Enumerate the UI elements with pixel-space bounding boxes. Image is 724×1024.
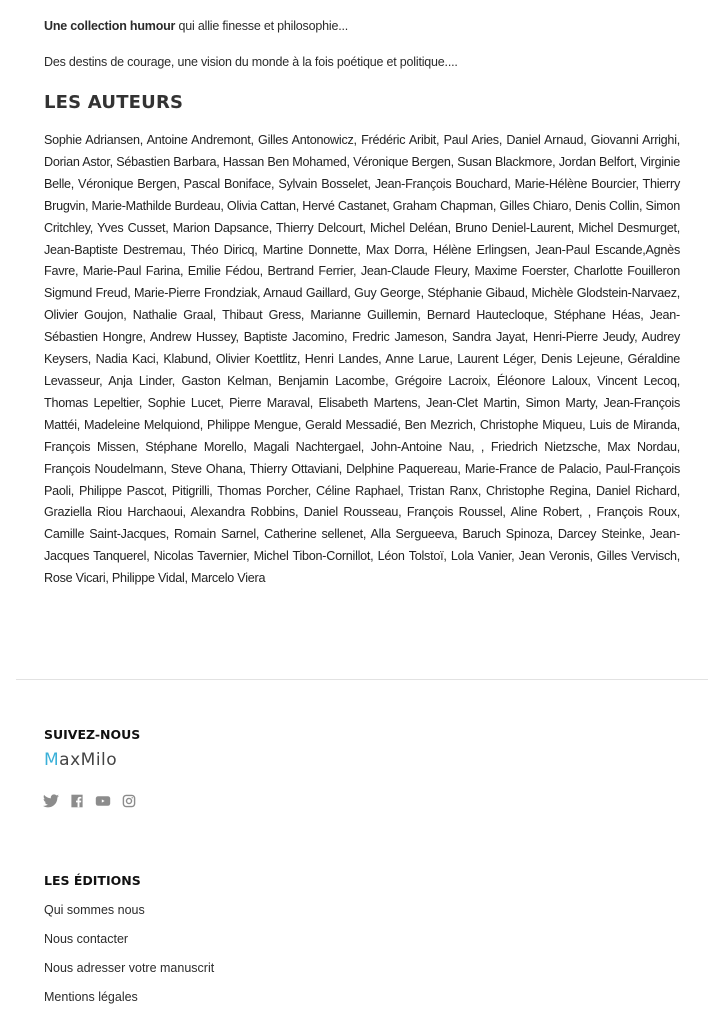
intro-rest: qui allie finesse et philosophie... bbox=[175, 19, 349, 33]
editions-links bbox=[44, 902, 214, 1018]
editions-heading: LES ÉDITIONS bbox=[44, 873, 141, 888]
intro-line-courage: Des destins de courage, une vision du monde à la fois poétique et politique.... bbox=[44, 55, 458, 69]
instagram-icon bbox=[121, 794, 137, 808]
instagram-link[interactable] bbox=[121, 794, 137, 808]
footer-divider bbox=[16, 679, 708, 680]
link-text[interactable]: Nous contacter bbox=[44, 932, 129, 946]
intro-bold: Une collection humour bbox=[44, 19, 176, 33]
link-mentions-legales[interactable] bbox=[44, 989, 214, 1018]
authors-list: Sophie Adriansen, Antoine Andremont, Gilles Antonowicz, Frédéric Aribit, Paul Aries, Daniel Arnaud, Giovanni Arrighi, Dorian Astor, Sébastien Barbara, Hassan Ben Mohamed, Véronique Bergen, Susan Blackmore, Jordan Belfort, Virginie Belle, Véronique Bergen, Pascal Boniface, Sylvain Bosselet, Jean-François Bouchard, Marie-Hélène Bourcier, Thierry Brugvin, Marie-Mathilde Burdeau, Olivia Cattan, Hervé Castanet, Graham Chapman, Gilles Chiaro, Denis Collin, Simon Critchley, Yves Cusset, Marion Dapsance, Thierry Delcourt, Michel Deléan, Bruno Deniel-Laurent, Michel Desmurget, Jean-Baptiste Destremau, Théo Diricq, Martine Donnette, Max Dorra, Hélène Erlingsen, Jean-Paul Escande,Agnès Favre, Marie-Paul Farina, Emilie Fédou, Bertrand Ferrier, Jean-Claude Fleury, Maxime Foerster, Charlotte Fouilleron Sigmund Freud, Marie-Pierre Frondziak, Arnaud Gaillard, Guy George, Stéphanie Gibaud, Michèle Glodstein-Narvaez, Olivier Goujon, Nathalie Graal, Thibaut Gress, Marianne Guillemin, Bernard Hautecloque, Stéphane Héas, Jean-Sébastien Hongre, Andrew Hussey, Baptiste Jacomino, Fredric Jameson, Sandra Jayat, Henri-Pierre Jeudy, Audrey Keysers, Nadia Kaci, Klabund, Olivier Koettlitz, Henri Landes, Anne Larue, Laurent Léger, Denis Lejeune, Géraldine Levasseur, Anja Linder, Gaston Kelman, Benjamin Lacombe, Grégoire Lacroix, Éléonore Laloux, Vincent Lecoq, Thomas Lepeltier, Sophie Lucet, Pierre Maraval, Elisabeth Martens, Jean-Clet Martin, Simon Marty, Jean-François Mattéi, Madeleine Melquiond, Philippe Mengue, Gerald Messadié, Ben Mezrich, Christophe Miqueu, Luis de Miranda, François Missen, Stéphane Morello, Magali Nachtergael, John-Antoine Nau, , Friedrich Nietzsche, Max Nordau, François Noudelmann, Steve Ohana, Thierry Ottaviani, Delphine Paquereau, Marie-France de Palacio, Paul-François Paoli, Philippe Pascot, Pitigrilli, Thomas Porcher, Céline Raphael, Tristan Ranx, Christophe Regina, Daniel Richard, Graziella Riou Harchaoui, Alexandra Robbins, Daniel Rousseau, François Roussel, Aline Robert, , François Roux, Camille Saint-Jacques, Romain Sarnel, Catherine sellenet, Alla Sergueeva, Baruch Spinoza, Darcey Steinke, Jean-Jacques Tanquerel, Nicolas Tavernier, Michel Tibon-Cornillot, Léon Tolstoï, Lola Vanier, Jean Veronis, Gilles Vervisch, Rose Vicari, Philippe Vidal, Marcelo Viera bbox=[44, 133, 680, 586]
twitter-link[interactable] bbox=[43, 794, 59, 808]
link-text[interactable]: Qui sommes nous bbox=[44, 903, 145, 917]
authors-heading: LES AUTEURS bbox=[44, 92, 184, 113]
link-manuscrit[interactable] bbox=[44, 960, 214, 989]
link-nous-contacter[interactable] bbox=[44, 931, 214, 960]
intro-line-humour bbox=[44, 19, 348, 33]
youtube-link[interactable] bbox=[95, 794, 111, 808]
link-text[interactable]: Nous adresser votre manuscrit bbox=[44, 961, 215, 975]
twitter-icon bbox=[43, 794, 59, 808]
follow-heading: SUIVEZ-NOUS bbox=[44, 727, 141, 742]
logo-initial: M bbox=[44, 750, 60, 770]
link-text[interactable]: Mentions légales bbox=[44, 990, 138, 1004]
facebook-link[interactable] bbox=[69, 794, 85, 808]
logo-rest: axMilo bbox=[59, 750, 118, 770]
link-qui-sommes-nous[interactable] bbox=[44, 902, 214, 931]
maxmilo-logo[interactable] bbox=[44, 750, 117, 770]
facebook-icon bbox=[69, 794, 85, 808]
social-links bbox=[43, 794, 137, 808]
youtube-icon bbox=[95, 794, 111, 808]
